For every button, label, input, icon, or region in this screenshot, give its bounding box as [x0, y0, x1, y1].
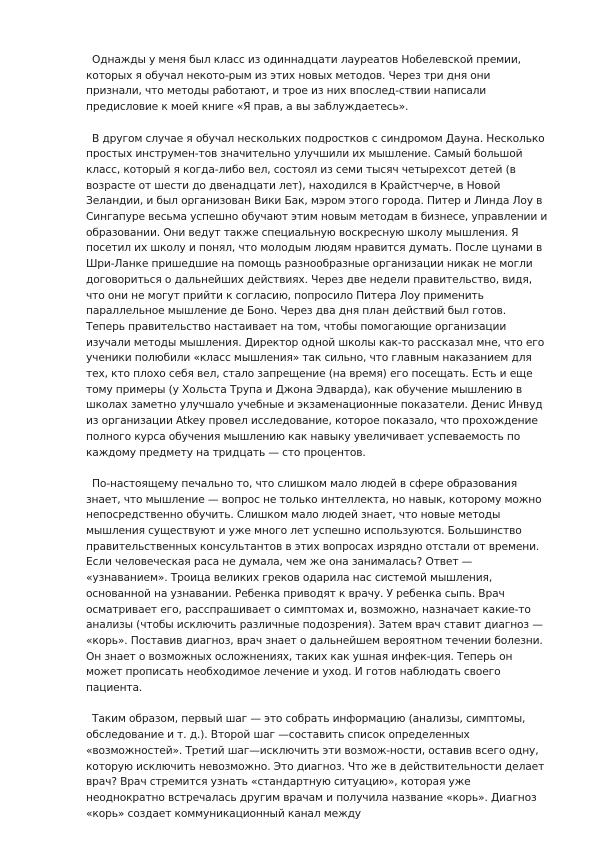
- paragraph-nobel-class: Однажды у меня был класс из одиннадцати лауреатов Нобелевской премии, которых я обучал некото-рым из этих новых методов. Через три дня они признали, что методы работают, и трое из них впослед-ствии написали предисловие к моей книге «Я прав, а вы заблуждаетесь».: [86, 53, 521, 114]
- body-text: [86, 52, 548, 821]
- paragraph-teaching-examples: В другом случае я обучал нескольких подростков с синдромом Дауна. Несколько простых инструмен-тов значительно улучшили их мышление. Самый большой класс, который я когда-либо вел, состоял из семи тысяч четырехсот детей (в возрасте от шести до двенадцати лет), находился в Крайстчерче, в Новой Зеландии, и был организован Вики Бак, мэром этого города. Питер и Линда Лоу в Сингапуре весьма успешно обучают этим новым методам в бизнесе, управлении и образовании. Они ведут также специальную воскресную школу мышления. Я посетил их школу и понял, что молодым людям нравится думать. После цунами в Шри-Ланке пришедшие на помощь разнообразные организации никак не могли договориться о дальнейших действиях. Через две недели правительство, видя, что они не могут прийти к согласию, попросило Питера Лоу применить параллельное мышление де Боно. Через два дня план действий был готов. Теперь правительство настаивает на том, чтобы помогающие организации изучали методы мышления. Директор одной школы как-то рассказал мне, что его ученики полюбили «класс мышления» так сильно, что главным наказанием для тех, кто плохо себя вел, стало запрещение (на время) его посещать. Есть и еще тому примеры (у Хольста Трупа и Джона Эдварда), как обучение мышлению в школах заметно улучшало учебные и экзаменационные показатели. Денис Инвуд из организации Atkey провел исследование, которое показало, что прохождение полного курса обучения мышлению как навыку увеличивает успеваемость по каждому предмету на тридцать — сто процентов.: [86, 131, 548, 459]
- paragraph-diagnosis-steps: Таким образом, первый шаг — это собрать информацию (анализы, симптомы, обследование и т. д.). Второй шаг —составить список определенных «возможностей». Третий шаг—исключить эти возмож-ности, оставив всего одну, которую исключить невозможно. Это диагноз. Что же в действительности делает врач? Врач стремится узнать «стандартную ситуацию», которая уже неоднократно встречалась другим врачам и получила название «корь». Диагноз «корь» создает коммуникационный канал между: [86, 712, 545, 820]
- paragraph-recognition-thinking: По-настоящему печально то, что слишком мало людей в сфере образования знает, что мышление — вопрос не только интеллекта, но навык, которому можно непосредственно обучить. Слишком мало людей знает, что новые методы мышления существуют и уже много лет успешно используются. Большинство правительственных консультантов в этих вопросах изрядно отстали от времени. Если человеческая раса не думала, чем же она занималась? Ответ — «узнаванием». Троица великих греков одарила нас системой мышления, основанной на узнавании. Ребенка приводят к врачу. У ребенка сыпь. Врач осматривает его, расспрашивает о симптомах и, возможно, назначает какие-то анализы (чтобы исключить различные подозрения). Затем врач ставит диагноз — «корь». Поставив диагноз, врач знает о дальнейшем вероятном течении болезни. Он знает о возможных осложнениях, таких как ушная инфек-ция. Теперь он может прописать необходимое лечение и уход. И готов наблюдать своего пациента.: [86, 476, 543, 695]
